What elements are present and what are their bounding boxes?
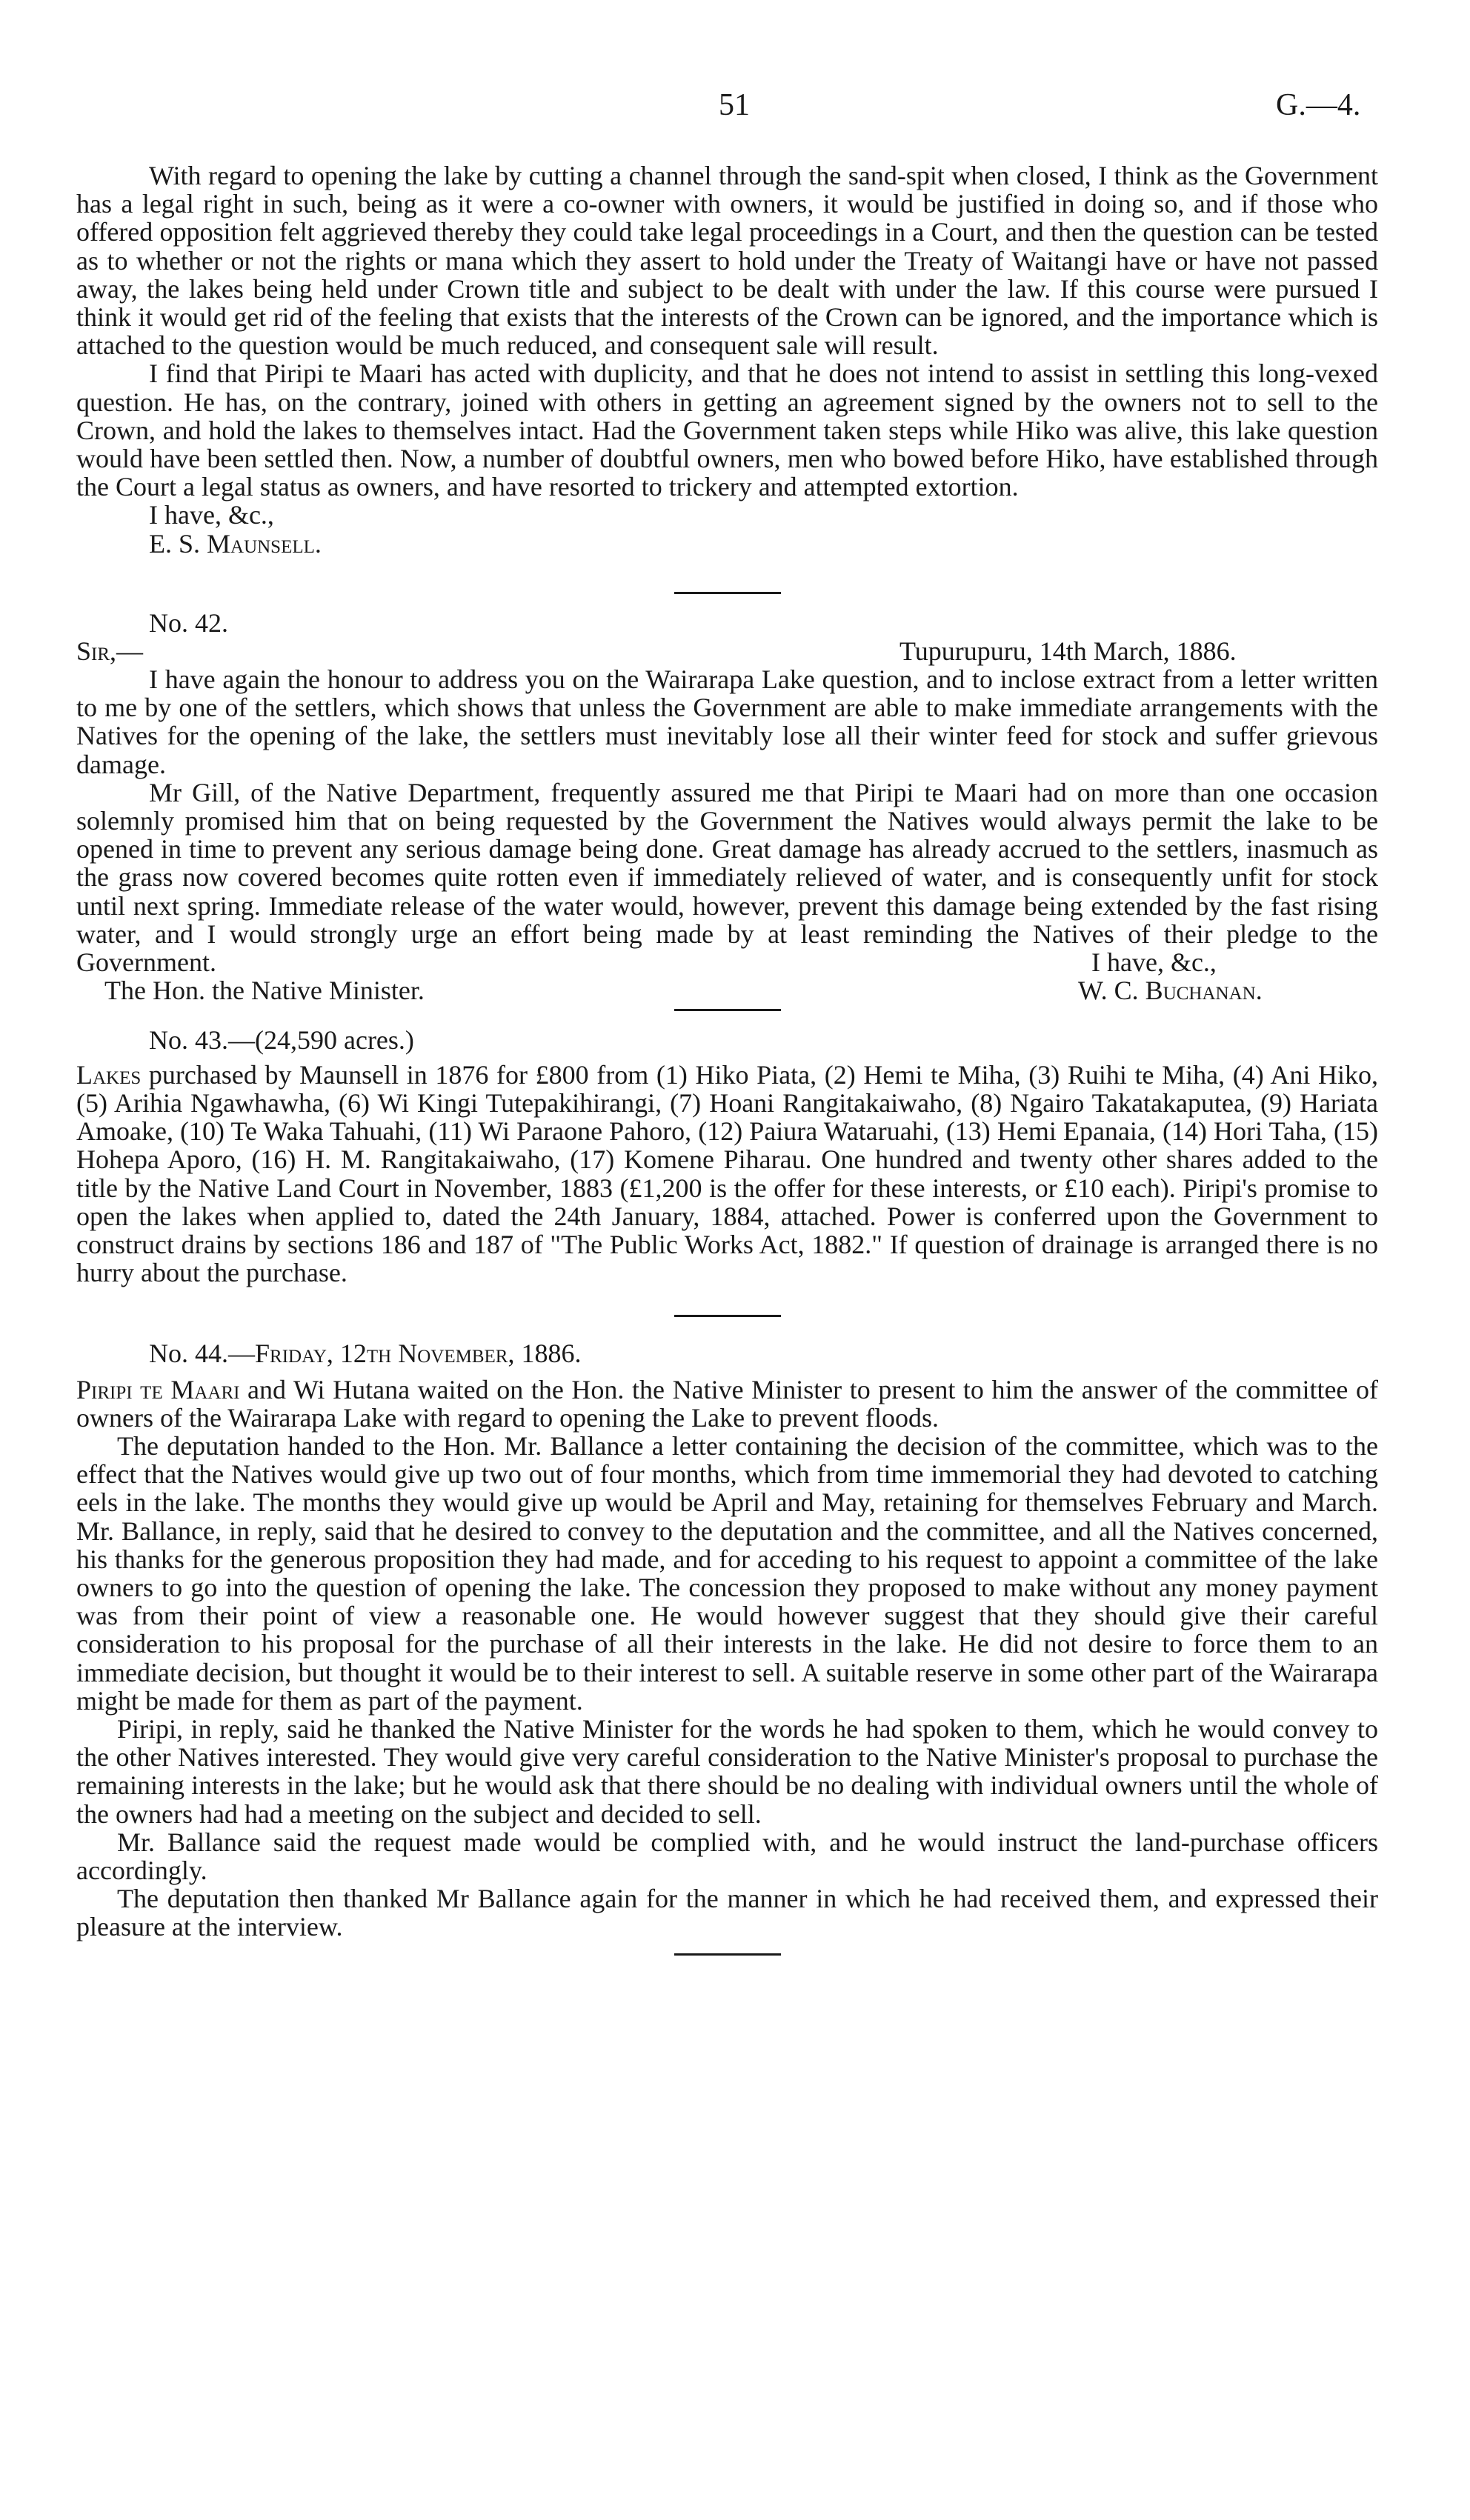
closing-phrase: I have, &c., xyxy=(149,500,274,530)
section-number: No. 44.— xyxy=(149,1339,255,1369)
paragraph: The deputation then thanked Mr Ballance again for the manner in which he had received them, and expressed their pleasure at the interview. xyxy=(76,1884,1378,1942)
paragraph: Piripi, in reply, said he thanked the Native Minister for the words he had spoken to them, which he would convey to the other Natives interested. They would give very careful consideration to the Native Minister's proposal to purchase the remaining interests in the lake; but he would ask that there should be no dealing with individual owners until the whole of the owners had had a meeting on the subject and decided to sell. xyxy=(76,1713,1378,1829)
salutation: Sir,— xyxy=(76,636,144,667)
paragraph: I have again the honour to address you on the Wairarapa Lake question, and to inclose extract from a letter written to me by one of the settlers, which shows that unless the Government are able to make immediate arrangements with the Natives for the opening of the lake, the settlers must inevitably lose all their winter feed for stock and suffer grievous damage. xyxy=(76,664,1378,779)
closing-row xyxy=(76,976,1378,1004)
lead-word: Piripi te Maari xyxy=(76,1374,240,1404)
place-date: Tupurupuru, 14th March, 1886. xyxy=(899,636,1237,667)
paragraph: With regard to opening the lake by cutting a channel through the sand-spit when closed, I think as the Government has a legal right in such, being as it were a co-owner with owners, it would be justified in doing so, and if those who offered opposition felt aggrieved thereby they could take legal proceedings in a Court, and then the question can be tested as to whether or not the rights or mana which they assert to hold under the Treaty of Waitangi have or have not passed away, the lakes being held under Crown title and subject to be dealt with under the law. If this course were pursued I think it would get rid of the feeling that exists that the interests of the Crown can be ignored, and the importance which is attached to the question would be much reduced, and consequent sale will result. xyxy=(76,161,1378,361)
page-number: 51 xyxy=(719,88,750,122)
paragraph: I find that Piripi te Maari has acted with duplicity, and that he does not intend to assist in settling this long-vexed question. He has, on the contrary, joined with others in getting an agreement signed by the owners not to sell to the Crown, and hold the lakes to themselves intact. Had the Government taken steps while Hiko was alive, this lake question would have been settled then. Now, a number of doubtful owners, men who bowed before Hiko, have established through the Court a legal status as owners, and have resorted to trickery and attempted extortion. xyxy=(76,359,1378,502)
addressee: The Hon. the Native Minister. xyxy=(104,976,425,1006)
closing-phrase: I have, &c., xyxy=(1091,947,1217,978)
section-title xyxy=(76,1339,1378,1367)
section-44 xyxy=(76,1339,1378,1941)
paragraph: Mr. Ballance said the request made would be complied with, and he would instruct the land-purchase officers accordingly. xyxy=(76,1827,1378,1885)
signature: E. S. Maunsell. xyxy=(149,528,322,559)
section-42 xyxy=(76,609,1378,1005)
paragraph: Mr Gill, of the Native Department, frequently assured me that Piripi te Maari had on more than one occasion solemnly promised him that on being requested by the Government the Natives would always permit the lake to be opened in time to prevent any serious damage being done. Great damage has already accrued to the settlers, inasmuch as the grass now covered becomes quite rotten even if immediately relieved of water, and is consequently unfit for stock until next spring. Immediate release of the water would, however, prevent this damage being extended by the fast rising water, and I would strongly urge an effort being made by at least reminding the Natives of their pledge to the Government. xyxy=(76,777,1378,978)
page-header xyxy=(0,87,1470,132)
paragraph xyxy=(76,1376,1378,1432)
salutation-row xyxy=(76,637,1378,665)
document-body xyxy=(76,161,1378,1956)
section-title: No. 42. xyxy=(149,607,228,638)
section-date: Friday, 12th November, 1886. xyxy=(255,1339,582,1369)
lead-word: Lakes xyxy=(76,1059,142,1090)
section-43 xyxy=(76,1026,1378,1287)
paragraph-body: purchased by Maunsell in 1876 for £800 from (1) Hiko Piata, (2) Hemi te Miha, (3) Ruihi te Miha, (4) Ani Hiko, (5) Arihia Ngawhawha, (6) Wi Kingi Tutepakihirangi, (7) Hoani Rangitakaiwaho, (8) Ngairo Takatakaputea, (9) Hariata Amoake, (10) Te Waka Tahuahi, (11) Wi Paraone Pahoro, (12) Paiura Wataruahi, (13) Hemi Epanaia, (14) Hori Taha, (15) Hohepa Aporo, (16) H. M. Rangitakaiwaho, (17) Komene Piharau. One hundred and twenty other shares added to the title by the Native Land Court in November, 1883 (£1,200 is the offer for these interests, or £10 each). Piripi's promise to open the lakes when applied to, dated the 24th January, 1884, attached. Power is conferred upon the Government to construct drains by sections 186 and 187 of "The Public Works Act, 1882." If question of drainage is arranged there is no hurry about the purchase. xyxy=(76,1059,1378,1288)
document-reference: G.—4. xyxy=(1276,88,1361,122)
section-title: No. 43.—(24,590 acres.) xyxy=(149,1025,414,1056)
section-41 xyxy=(76,161,1378,558)
section-divider xyxy=(674,1953,781,1956)
paragraph-body: and Wi Hutana waited on the Hon. the Native Minister to present to him the answer of the committee of owners of the Wairarapa Lake with regard to opening the Lake to prevent floods. xyxy=(76,1374,1378,1433)
paragraph xyxy=(76,1061,1378,1287)
signature: W. C. Buchanan. xyxy=(1078,976,1263,1006)
paragraph: The deputation handed to the Hon. Mr. Ballance a letter containing the decision of the committee, which was to the effect that the Natives would give up two out of four months, which from time immemorial they had devoted to catching eels in the lake. The months they would give up would be April and May, retaining for themselves February and March. Mr. Ballance, in reply, said that he desired to convey to the deputation and the committee, and all the Natives concerned, his thanks for the generous proposition they had made, and for acceding to his request to appoint a committee of the lake owners to go into the question of opening the lake. The concession they proposed to make without any money payment was from their point of view a reasonable one. He would however suggest that they should give their careful consideration to his proposal for the purchase of all their interests in the lake. He did not desire to force them to an immediate decision, but thought it would be to their interest to sell. A suitable reserve in some other part of the Wairarapa might be made for them as part of the payment. xyxy=(76,1430,1378,1716)
